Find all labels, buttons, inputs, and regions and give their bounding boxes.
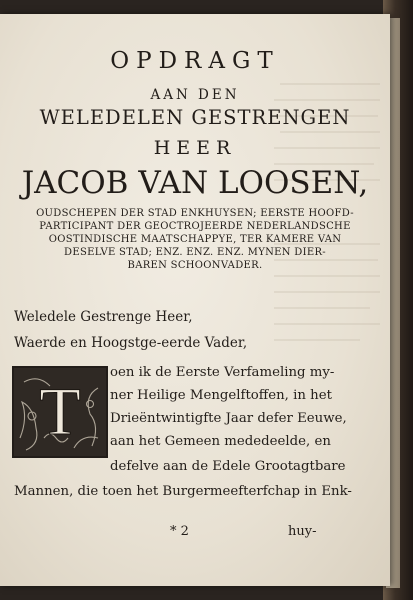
- description-line: OUDSCHEPEN DER STAD ENKHUYSEN; EERSTE HOOFD-: [36, 208, 354, 219]
- body-line: oen ik de Eerste Verfameling my-: [110, 365, 335, 380]
- body-line: ner Heilige Mengelftoffen, in het: [110, 388, 332, 403]
- title-weledelen-gestrengen: WELEDELEN GESTRENGEN: [39, 106, 351, 129]
- salutation-line-2: Waerde en Hoogstge-eerde Vader,: [14, 335, 248, 351]
- signature-mark: * 2: [170, 524, 189, 539]
- decorated-initial-letter: [12, 366, 108, 458]
- body-line: aan het Gemeen mededeelde, en: [110, 434, 331, 449]
- book-page: [0, 14, 390, 586]
- title-name: JACOB VAN LOOSEN,: [21, 165, 369, 201]
- body-line: Mannen, die toen het Burgermeefterfchap in Enk-: [14, 484, 352, 499]
- description-line: PARTICIPANT DER GEOCTROJEERDE NEDERLANDSCHE: [39, 221, 351, 232]
- description-line: OOSTINDISCHE MAATSCHAPPYE, TER KAMERE VAN: [48, 234, 342, 245]
- body-line: Drieëntwintigfte Jaar defer Eeuwe,: [110, 411, 347, 426]
- salutation-line-1: Weledele Gestrenge Heer,: [14, 309, 193, 325]
- catchword: huy-: [288, 524, 317, 539]
- description-line: BAREN SCHOONVADER.: [127, 260, 263, 271]
- description-line: DESELVE STAD; ENZ. ENZ. ENZ. MYNEN DIER-: [64, 247, 326, 258]
- title-aan-den: AAN DEN: [150, 87, 240, 103]
- initial-letter: T: [39, 373, 81, 449]
- woodcut-ornament-icon: [14, 368, 106, 456]
- title-heer: HEER: [153, 137, 237, 159]
- title-opdragt: OPDRAGT: [110, 48, 280, 74]
- body-line: defelve aan de Edele Grootagtbare: [110, 459, 346, 474]
